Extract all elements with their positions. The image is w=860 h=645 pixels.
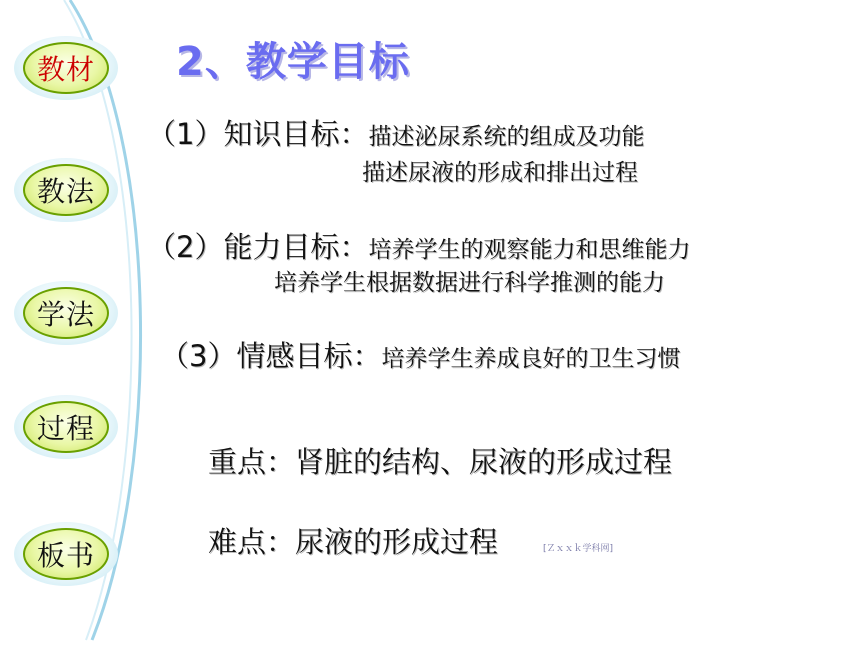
nav-button-jiaofa[interactable]: [14, 158, 118, 222]
nav-button-face: [23, 528, 109, 580]
nav-button-face: [23, 42, 109, 94]
ability-goal-item: 培养学生的观察能力和思维能力: [368, 237, 691, 263]
nav-label: 学法: [36, 298, 95, 331]
nav-label: 过程: [36, 412, 95, 445]
ability-goal-item: 培养学生根据数据进行科学推测的能力: [274, 270, 665, 296]
nav-button-jiaocai[interactable]: [14, 36, 118, 100]
ability-goal-heading: （2）能力目标：: [147, 230, 369, 264]
emotion-goal-row: [160, 334, 680, 375]
nav-button-banshu[interactable]: [14, 522, 118, 586]
nav-button-face: [23, 401, 109, 453]
emotion-goal-heading: （3）情感目标：: [160, 339, 382, 373]
knowledge-goal-heading: （1）知识目标：: [147, 117, 369, 151]
emotion-goal-item: 培养学生养成良好的卫生习惯: [381, 346, 681, 372]
nav-button-face: [23, 164, 109, 216]
nav-label: 教法: [36, 175, 95, 208]
knowledge-goal-row: [147, 112, 644, 153]
ability-goal-row: [147, 225, 690, 266]
nav-label: 板书: [36, 539, 95, 572]
knowledge-goal-item: 描述尿液的形成和排出过程: [362, 160, 638, 186]
nav-button-xuefa[interactable]: [14, 281, 118, 345]
slide-title: 2、教学目标: [176, 39, 410, 85]
key-point: 重点：肾脏的结构、尿液的形成过程: [208, 445, 673, 479]
watermark-link[interactable]: [Ｚｘｘｋ学科网]: [543, 544, 614, 554]
knowledge-goal-item: 描述泌尿系统的组成及功能: [368, 124, 645, 150]
difficult-point: 难点：尿液的形成过程: [208, 525, 499, 559]
nav-label: 教材: [36, 53, 95, 86]
nav-button-face: [23, 287, 109, 339]
nav-button-guocheng[interactable]: [14, 395, 118, 459]
